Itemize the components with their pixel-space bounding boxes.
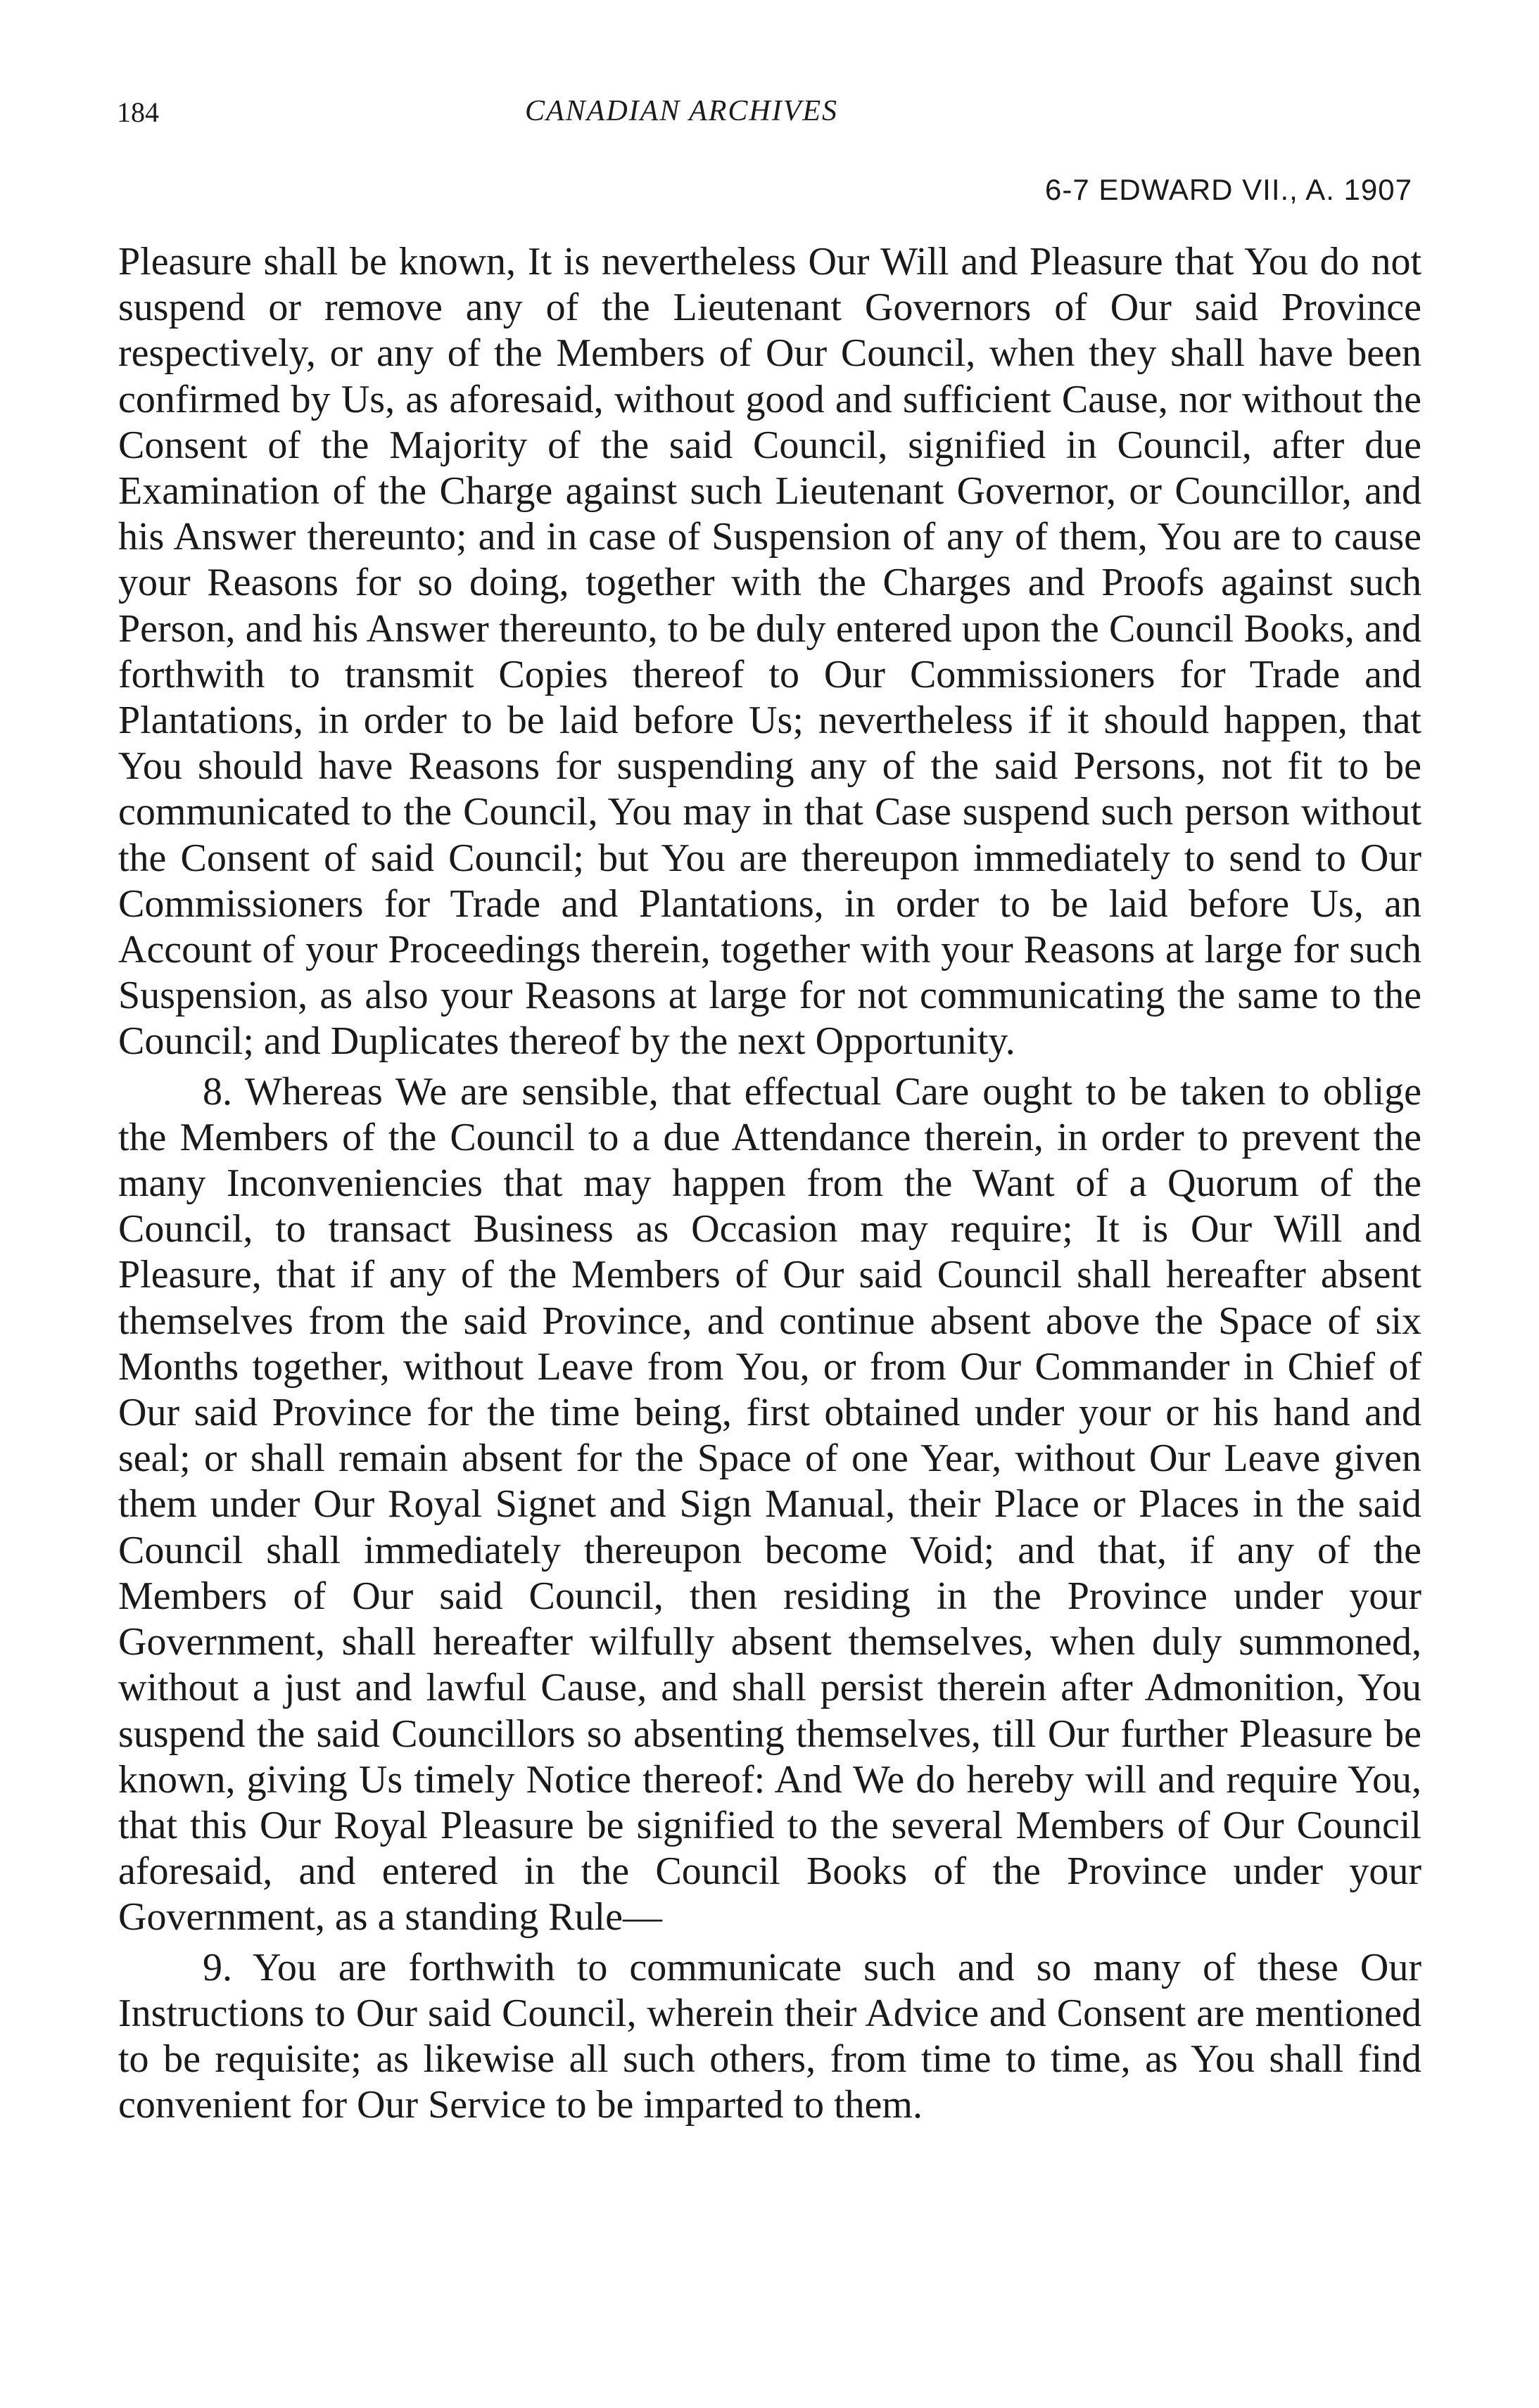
body-text [118, 239, 1421, 2128]
page-number: 184 [117, 96, 159, 128]
paragraph-continuation: Pleasure shall be known, It is nevertheless Our Will and Pleasure that You do not suspend or remove any of the Lieutenant Governors of Our said Province respectively, or any of the Members of Our Council, when they shall have been confirmed by Us, as aforesaid, without good and sufficient Cause, nor without the Consent of the Majority of the said Council, signified in Council, after due Examination of the Charge against such Lieutenant Governor, or Councillor, and his Answer thereunto; and in case of Suspension of any of them, You are to cause your Reasons for so doing, together with the Charges and Proofs against such Person, and his Answer thereunto, to be duly entered upon the Council Books, and forthwith to transmit Copies thereof to Our Commissioners for Trade and Plantations, in order to be laid before Us; nevertheless if it should happen, that You should have Reasons for suspending any of the said Persons, not fit to be communicated to the Council, You may in that Case suspend such person without the Consent of said Council; but You are thereupon immediately to send to Our Commissioners for Trade and Plantations, in order to be laid before Us, an Account of your Proceedings therein, together with your Reasons at large for such Suspension, as also your Reasons at large for not communicating the same to the Council; and Duplicates thereof by the next Opportunity. [118, 240, 1421, 1064]
paragraph-8: 8. Whereas We are sensible, that effectual Care ought to be taken to oblige the Members of the Council to a due Attendance therein, in order to prevent the many Inconveniencies that may happen from the Want of a Quorum of the Council, to transact Business as Occasion may require; It is Our Will and Pleasure, that if any of the Members of Our said Council shall hereafter absent themselves from the said Province, and continue absent above the Space of six Months together, without Leave from You, or from Our Commander in Chief of Our said Province for the time being, first obtained under your or his hand and seal; or shall remain absent for the Space of one Year, without Our Leave given them under Our Royal Signet and Sign Manual, their Place or Places in the said Council shall immediately thereupon become Void; and that, if any of the Members of Our said Council, then residing in the Province under your Government, shall hereafter wilfully absent themselves, when duly summoned, without a just and lawful Cause, and shall persist therein after Admonition, You suspend the said Councillors so absenting themselves, till Our further Pleasure be known, giving Us timely Notice thereof: And We do hereby will and require You, that this Our Royal Pleasure be signified to the several Members of Our Council aforesaid, and entered in the Council Books of the Province under your Government, as a standing Rule— [118, 1069, 1421, 1939]
session-info: 6-7 EDWARD VII., A. 1907 [1045, 173, 1412, 206]
running-title: CANADIAN ARCHIVES [525, 95, 839, 127]
paragraph-9: 9. You are forthwith to communicate such and so many of these Our Instructions to Our said Council, wherein their Advice and Consent are mentioned to be requisite; as likewise all such others, from time to time, as You shall find convenient for Our Service to be imparted to them. [118, 1945, 1421, 2127]
